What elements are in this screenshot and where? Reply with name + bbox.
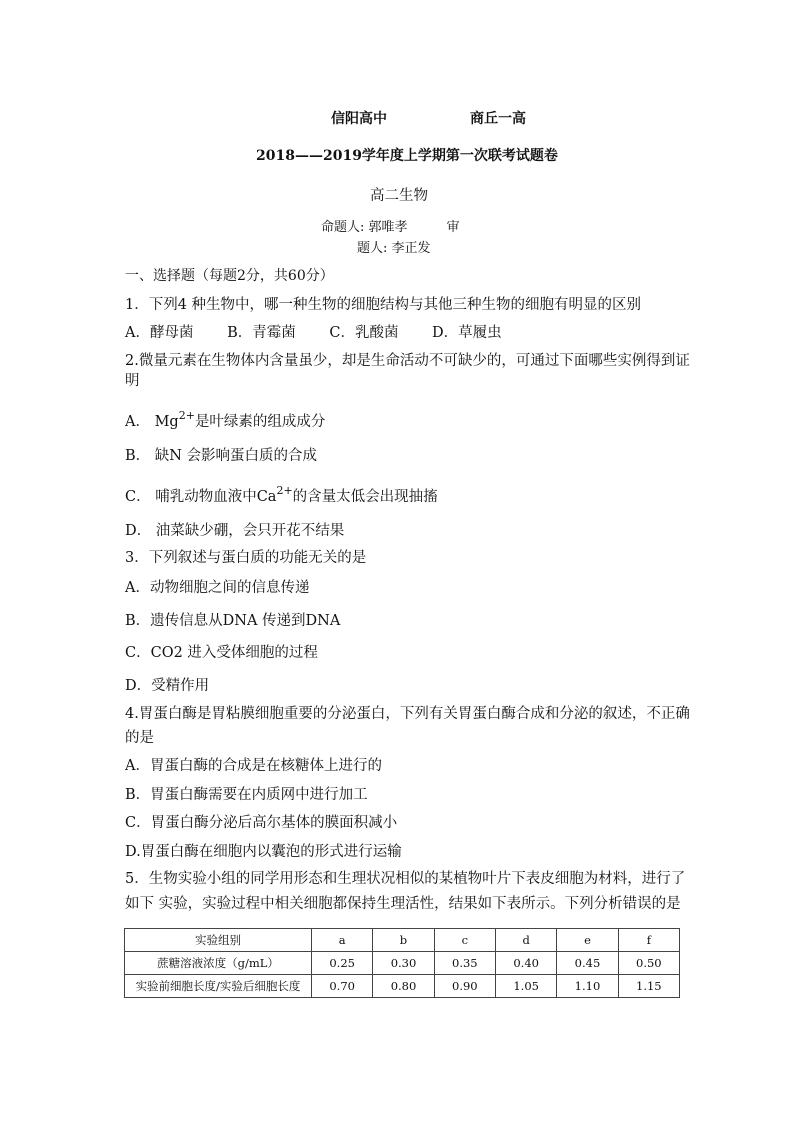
q4-option-c: C．胃蛋白酶分泌后高尔基体的膜面积减小 (125, 815, 398, 831)
table-cell: 1.10 (557, 975, 618, 998)
school-name-xinyang: 信阳高中 (331, 111, 387, 127)
table-header-cell: c (434, 929, 495, 952)
table-header-row (125, 929, 680, 952)
q2-option-b: B． 缺N 会影响蛋白质的合成 (125, 448, 318, 464)
table-cell: 0.90 (434, 975, 495, 998)
q4-option-a: A．胃蛋白酶的合成是在核糖体上进行的 (125, 758, 382, 774)
q2-option-a (125, 410, 325, 431)
q2-option-a-suffix: 是叶绿素的组成成分 (194, 414, 326, 430)
q2-option-c (125, 485, 438, 506)
q2-option-a-prefix: A． Mg (125, 414, 179, 430)
table-row-label: 实验前细胞长度/实验后细胞长度 (125, 975, 312, 998)
q2-option-c-suffix: 的含量太低会出现抽搐 (292, 489, 438, 505)
table-cell: 0.45 (557, 952, 618, 975)
table-cell: 0.40 (495, 952, 556, 975)
table-header-cell: b (373, 929, 434, 952)
subject-title: 高二生物 (370, 188, 428, 204)
table-cell: 0.35 (434, 952, 495, 975)
table-cell: 0.70 (312, 975, 373, 998)
table-cell: 0.25 (312, 952, 373, 975)
q1-options: A．酵母菌 B．青霉菌 C．乳酸菌 D．草履虫 (125, 325, 502, 341)
q2-option-a-superscript: 2+ (178, 409, 195, 422)
q4-stem-line1: 4.胃蛋白酶是胃粘膜细胞重要的分泌蛋白，下列有关胃蛋白酶合成和分泌的叙述，不正确 (125, 706, 690, 722)
experiment-table (124, 928, 680, 998)
table-header-cell: a (312, 929, 373, 952)
q5-stem-line2: 如下 实验，实验过程中相关细胞都保持生理活性，结果如下表所示。下列分析错误的是 (125, 896, 681, 912)
exam-title: 2018——2019学年度上学期第一次联考试题卷 (256, 148, 558, 164)
q4-option-b: B．胃蛋白酶需要在内质网中进行加工 (125, 787, 368, 803)
q2-option-d: D． 油菜缺少硼，会只开花不结果 (125, 523, 345, 539)
table-header-cell: 实验组别 (125, 929, 312, 952)
q5-stem-line1: 5．生物实验小组的同学用形态和生理状况相似的某植物叶片下表皮细胞为材料，进行了 (125, 871, 686, 887)
q3-stem: 3．下列叙述与蛋白质的功能无关的是 (125, 550, 367, 566)
school-name-shangqiu: 商丘一高 (470, 111, 526, 127)
q4-option-d: D.胃蛋白酶在细胞内以囊泡的形式进行运输 (125, 844, 402, 860)
section-title: 一、选择题（每题2分，共60分） (125, 268, 334, 284)
q4-stem-line2: 的是 (125, 730, 154, 746)
author-line: 命题人: 郭唯孝 审 (321, 220, 460, 235)
table-header-cell: d (495, 929, 556, 952)
q2-option-c-prefix: C． 哺乳动物血液中Ca (125, 489, 277, 505)
table-header-cell: e (557, 929, 618, 952)
q3-option-d: D．受精作用 (125, 678, 210, 694)
q2-option-c-superscript: 2+ (276, 484, 293, 497)
q2-stem-line2: 明 (125, 373, 140, 389)
table-cell: 1.15 (618, 975, 679, 998)
table-row-label: 蔗糖溶液浓度（g/mL） (125, 952, 312, 975)
table-row (125, 975, 680, 998)
q3-option-c: C．CO2 进入受体细胞的过程 (125, 645, 318, 661)
q3-option-b: B．遗传信息从DNA 传递到DNA (125, 613, 341, 629)
table-row (125, 952, 680, 975)
table-cell: 0.50 (618, 952, 679, 975)
table-cell: 0.30 (373, 952, 434, 975)
q3-option-a: A．动物细胞之间的信息传递 (125, 580, 310, 596)
table-cell: 1.05 (495, 975, 556, 998)
table-header-cell: f (618, 929, 679, 952)
table-cell: 0.80 (373, 975, 434, 998)
reviewer-line: 题人: 李正发 (357, 241, 431, 256)
q1-stem: 1．下列4 种生物中，哪一种生物的细胞结构与其他三种生物的细胞有明显的区别 (125, 297, 642, 313)
q2-stem-line1: 2.微量元素在生物体内含量虽少，却是生命活动不可缺少的，可通过下面哪些实例得到证 (125, 353, 690, 369)
